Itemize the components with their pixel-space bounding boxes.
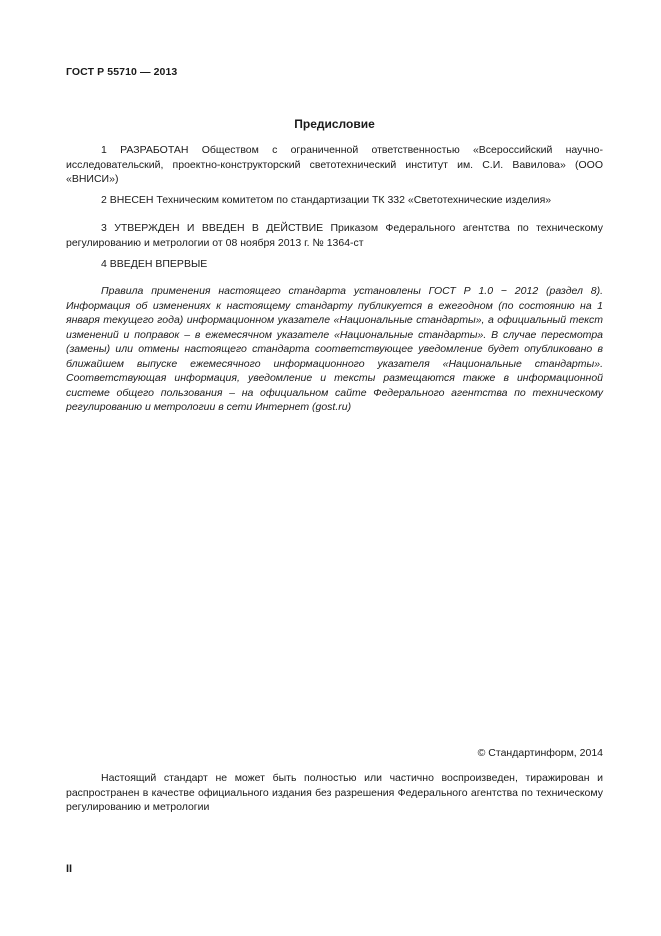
paragraph-application-rules: Правила применения настоящего стандарта установлены ГОСТ Р 1.0 − 2012 (раздел 8). Информация об изменениях к настоящему стандарту публикуется в ежегодном (по состоянию на 1 января текущего года) информационном указателе «Национальные стандарты», а официальный текст изменений и поправок – в ежемесячном указателе «Национальные стандарты». В случае пересмотра (замены) или отмены настоящего стандарта соответствующее уведомление будет опубликовано в ближайшем выпуске ежемесячного информационного указателя «Национальные стандарты». Соответствующая информация, уведомление и тексты размещаются также в информационной системе общего пользования – на официальном сайте Федерального агентства по техническому регулированию и метрологии в сети Интернет (gost.ru): [66, 285, 603, 413]
copyright-line: © Стандартинформ, 2014: [477, 747, 603, 759]
page-title: Предисловие: [294, 117, 375, 131]
paragraph-approved: 3 УТВЕРЖДЕН И ВВЕДЕН В ДЕЙСТВИЕ Приказом Федерального агентства по техническому регулированию и метрологии от 08 ноября 2013 г. № 1364-ст: [66, 222, 603, 249]
paragraph-developed-by: 1 РАЗРАБОТАН Обществом с ограниченной ответственностью «Всероссийский научно-исследовательский, проектно-конструкторский светотехнический институт им. С.И. Вавилова» (ООО «ВНИСИ»): [66, 144, 603, 185]
page-number: II: [66, 863, 73, 875]
document-code: ГОСТ Р 55710 — 2013: [66, 66, 178, 78]
paragraph-introduced-by: 2 ВНЕСЕН Техническим комитетом по стандартизации ТК 332 «Светотехнические изделия»: [101, 194, 552, 206]
paragraph-first-introduced: 4 ВВЕДЕН ВПЕРВЫЕ: [101, 258, 208, 270]
reproduction-notice: Настоящий стандарт не может быть полностью или частично воспроизведен, тиражирован и распространен в качестве официального издания без разрешения Федерального агентства по техническому регулированию и метрологии: [66, 772, 603, 813]
